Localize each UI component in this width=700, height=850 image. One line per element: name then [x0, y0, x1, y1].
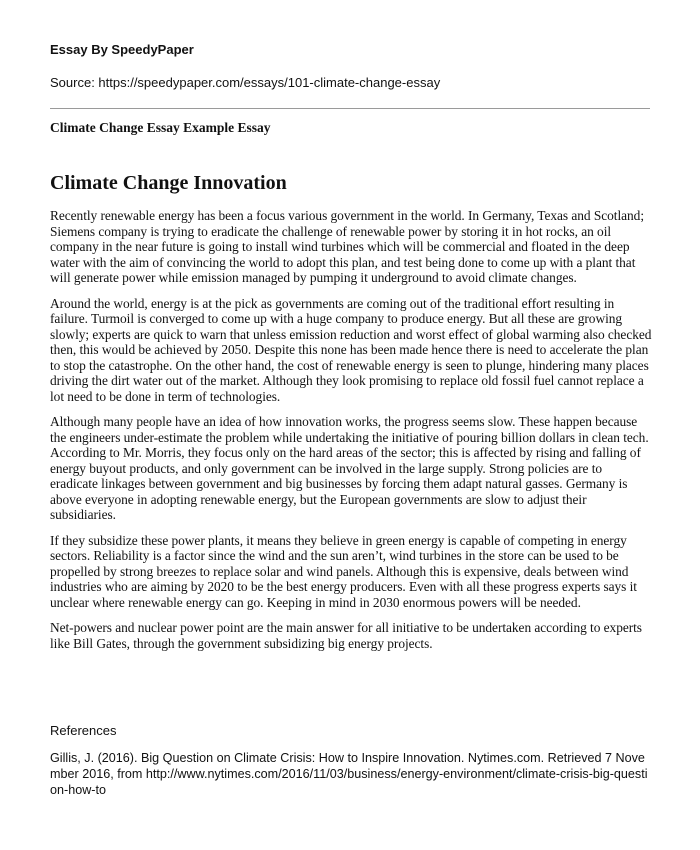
page-header — [50, 40, 650, 92]
essay-title: Climate Change Innovation — [50, 172, 287, 194]
source-url: Source: https://speedypaper.com/essays/101-climate-change-essay — [50, 75, 441, 90]
paragraph: If they subsidize these power plants, it means they believe in green energy is capable of competing in energy sectors. Reliability is a factor since the wind and the sun aren’t, wind turbines in the store can be used to be propelled by strong breezes to replace solar and wind panels. Although this is expensive, deals between wind industries who are aiming by 2020 to be the best energy producers. Even with all these progress experts says it unclear where renewable energy can go. Keeping in mind in 2030 enormous powers will be needed. — [50, 532, 637, 610]
references-heading: References — [50, 723, 117, 738]
paragraph: Although many people have an idea of how innovation works, the progress seems slow. These happen because the engineers under-estimate the problem while undertaking the initiative of pouring billion dollars in clean tech. According to Mr. Morris, they focus only on the hard areas of the sector; this is affected by rising and falling of energy buyout products, and only government can be involved in the large supply. Strong policies are to eradicate linkages between government and big businesses by forcing them adapt natural gasses. Germany is above everyone in adopting renewable energy, but the European governments are slow to adjust their subsidiaries. — [50, 414, 649, 522]
paragraph: Net-powers and nuclear power point are the main answer for all initiative to be undertaken according to experts like Bill Gates, through the government subsidizing big energy projects. — [50, 620, 642, 651]
paragraph: Around the world, energy is at the pick as governments are coming out of the traditional effort resulting in failure. Turmoil is converged to come up with a huge company to produce energy. But all these are growing slowly; experts are quick to warn that unless emission reduction and worst effect of global warming also checked then, this would be achieved by 2050. Despite this none has been made hence there is need to accelerate the plan to stop the catastrophe. On the other hand, the cost of renewable energy is seen to plunge, hindering many places driving the dirt water out of the market. Although they look promising to replace old fossil fuel cannot replace a lot need to be done in term of technologies. — [50, 295, 652, 404]
paragraph: Recently renewable energy has been a focus various government in the world. In Germany, Texas and Scotland; Siemens company is trying to eradicate the challenge of renewable power by storing it in hot rocks, an oil company in the near future is going to install wind turbines which will be commercial and floated in the deep water with the aim of convincing the world to adopt this plan, and test being done to come up with a plant that will generate power while emission managed by pumping it underground to avoid climate changes. — [50, 208, 644, 285]
publisher-title: Essay By SpeedyPaper — [50, 42, 194, 57]
essay-body — [50, 208, 652, 661]
document-subtitle: Climate Change Essay Example Essay — [50, 120, 271, 135]
reference-entry: Gillis, J. (2016). Big Question on Climate Crisis: How to Inspire Innovation. Nytimes.com. Retrieved 7 November 2016, from http://www.nytimes.com/2016/11/03/business/energy-environment/climate-crisis-big-question-how-to — [50, 751, 648, 797]
references-section — [50, 722, 652, 798]
header-divider — [50, 108, 650, 109]
